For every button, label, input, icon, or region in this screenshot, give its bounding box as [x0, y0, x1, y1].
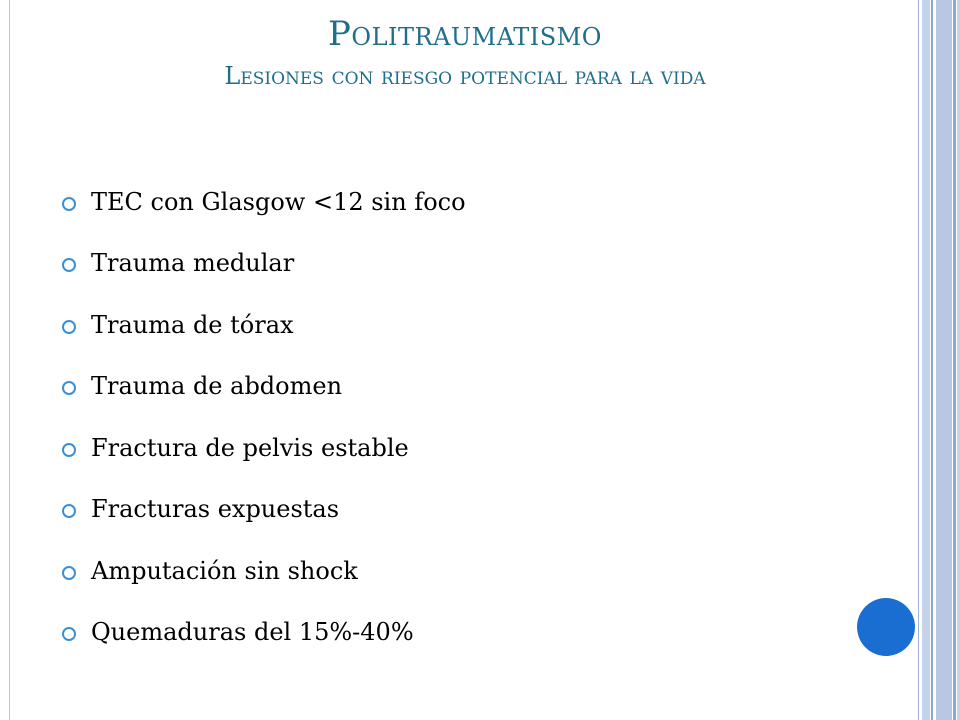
right-decor-stripe	[922, 0, 930, 720]
right-decor-stripe	[931, 0, 933, 720]
right-decor-stripe	[936, 0, 952, 720]
list-item	[60, 617, 466, 648]
bullet-circle-icon	[62, 627, 76, 641]
right-decor-stripe	[953, 0, 956, 720]
slide-title	[40, 14, 890, 95]
list-item	[60, 186, 466, 217]
list-item	[60, 371, 466, 402]
list-item-text: Trauma de tórax	[91, 310, 294, 339]
list-item	[60, 555, 466, 586]
list-item	[60, 432, 466, 463]
list-item-text: Quemaduras del 15%-40%	[91, 618, 414, 646]
bullet-circle-icon	[62, 258, 76, 272]
list-item	[60, 309, 466, 340]
title-main: Politraumatismo	[328, 14, 602, 54]
list-item	[60, 494, 466, 525]
list-item-text: TEC con Glasgow <12 sin foco	[91, 187, 466, 216]
title-subtitle: Lesiones con riesgo potencial para la vida	[224, 61, 706, 90]
list-item-text: Trauma de abdomen	[91, 372, 343, 400]
bullet-circle-icon	[62, 320, 76, 334]
left-border-line	[9, 0, 10, 720]
list-item-text: Fractura de pelvis estable	[91, 433, 409, 462]
bullet-circle-icon	[62, 381, 76, 395]
right-decor-stripe	[918, 0, 919, 720]
bullet-circle-icon	[62, 566, 76, 580]
list-item-text: Fracturas expuestas	[91, 495, 340, 523]
list-item	[60, 248, 466, 279]
list-item-text: Trauma medular	[91, 249, 295, 277]
bullet-list	[60, 186, 466, 678]
bullet-circle-icon	[62, 504, 76, 518]
bullet-circle-icon	[62, 197, 76, 211]
bullet-circle-icon	[62, 443, 76, 457]
list-item-text: Amputación sin shock	[91, 556, 358, 585]
accent-circle	[857, 598, 915, 656]
